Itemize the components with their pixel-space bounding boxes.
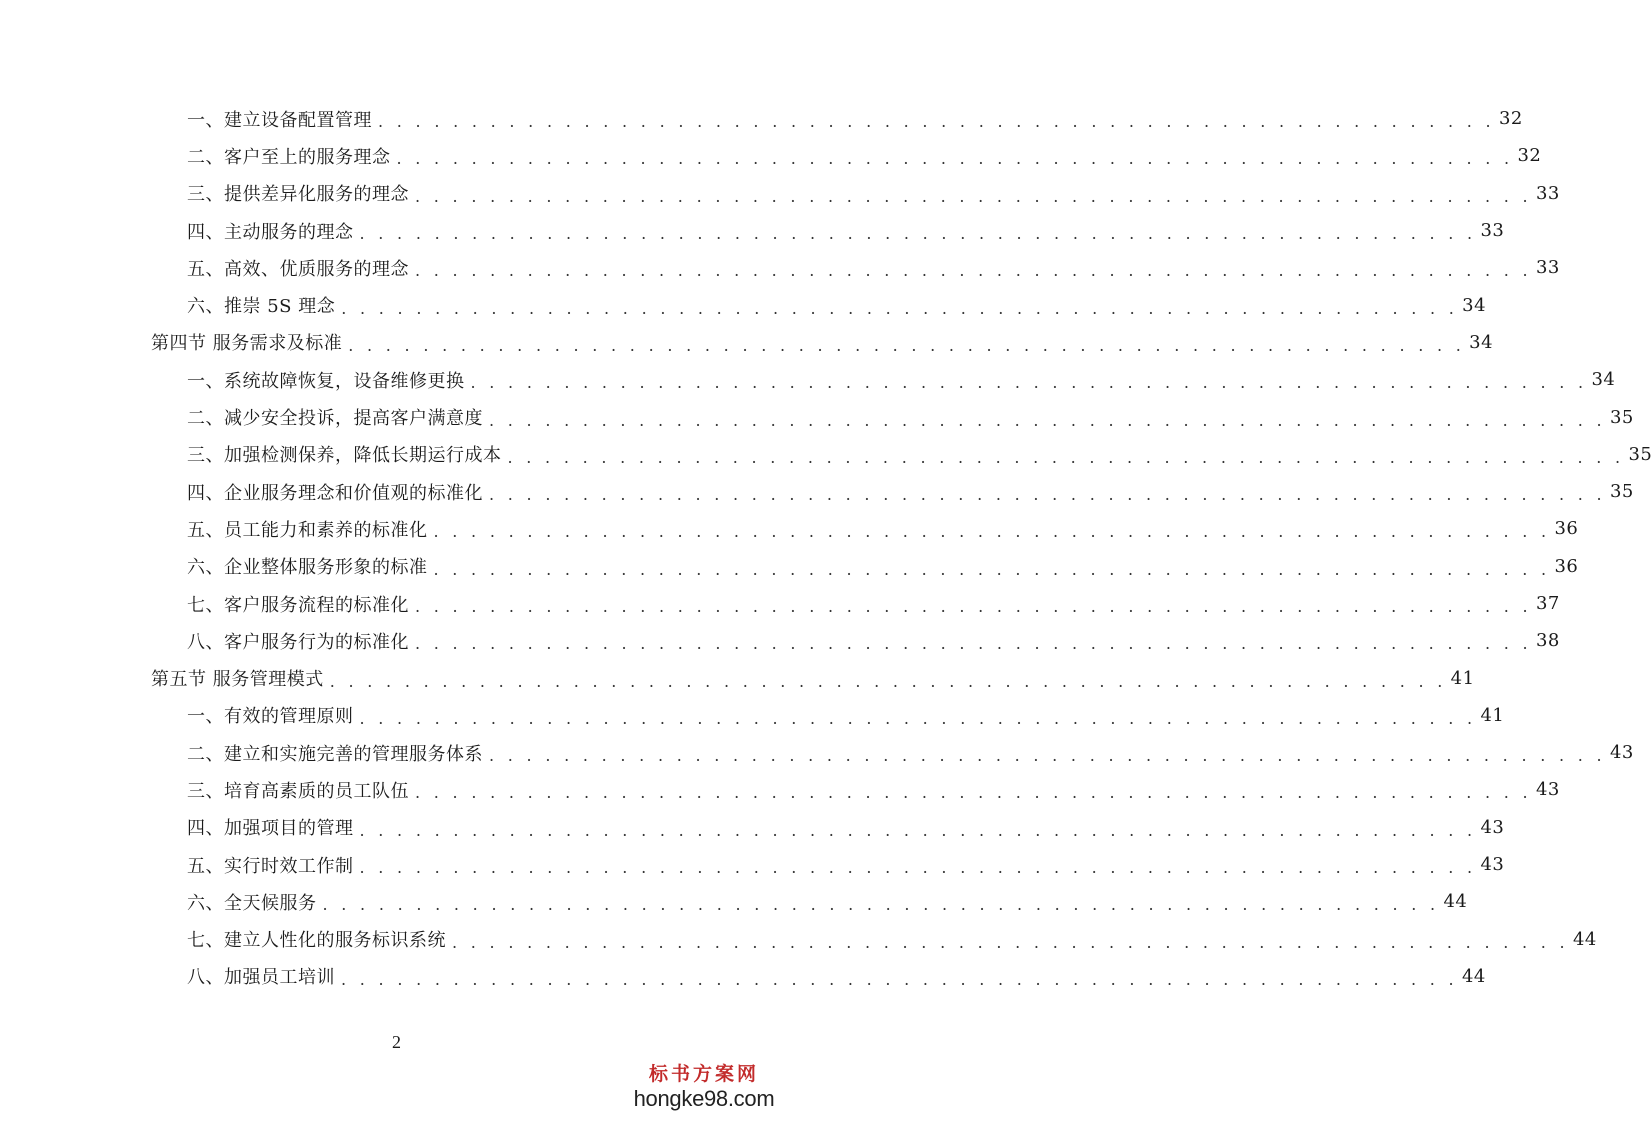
toc-entry-title: 六、全天候服务 (187, 889, 323, 915)
watermark-url: hongke98.com (633, 1086, 775, 1111)
toc-dot-leader: . . . . . . . . . . . . . . . . . . . . . . . . . . . . . . . . . . . . . . . . . . . . . . . . . . . . . . . . . . . . (415, 261, 1532, 281)
toc-dot-leader: . . . . . . . . . . . . . . . . . . . . . . . . . . . . . . . . . . . . . . . . . . . . . . . . . . . . . . . . . . . . (433, 522, 1551, 542)
toc-entry[interactable] (0, 809, 1505, 846)
toc-entry[interactable] (0, 771, 1560, 808)
toc-entry[interactable] (0, 958, 1486, 995)
toc-entry-page: 33 (1532, 257, 1560, 278)
toc-entry[interactable] (0, 100, 1523, 137)
toc-entry-title: 三、加强检测保养，降低长期运行成本 (187, 441, 508, 467)
toc-entry-title: 七、客户服务流程的标准化 (187, 591, 415, 617)
toc-entry-page: 35 (1624, 444, 1652, 465)
toc-entry-title: 五、高效、优质服务的理念 (187, 255, 415, 281)
toc-dot-leader: . . . . . . . . . . . . . . . . . . . . . . . . . . . . . . . . . . . . . . . . . . . . . . . . . . . . . . . . . . . . (507, 447, 1625, 467)
toc-dot-leader: . . . . . . . . . . . . . . . . . . . . . . . . . . . . . . . . . . . . . . . . . . . . . . . . . . . . . . . . . . . . (329, 671, 1447, 691)
toc-entry-page: 41 (1447, 668, 1475, 689)
toc-entry[interactable] (0, 473, 1634, 510)
toc-dot-leader: . . . . . . . . . . . . . . . . . . . . . . . . . . . . . . . . . . . . . . . . . . . . . . . . . . . . . . . . . . . . (348, 335, 1466, 355)
site-watermark (629, 1062, 779, 1112)
toc-entry-page: 43 (1606, 742, 1634, 763)
toc-entry-title: 八、加强员工培训 (187, 963, 341, 989)
toc-dot-leader: . . . . . . . . . . . . . . . . . . . . . . . . . . . . . . . . . . . . . . . . . . . . . . . . . . . . . . . . . . . . (415, 783, 1532, 803)
toc-entry-title: 八、客户服务行为的标准化 (187, 628, 415, 654)
toc-entry[interactable] (0, 249, 1560, 286)
toc-entry-title: 四、加强项目的管理 (187, 814, 360, 840)
toc-section-entry[interactable] (0, 324, 1494, 361)
toc-dot-leader: . . . . . . . . . . . . . . . . . . . . . . . . . . . . . . . . . . . . . . . . . . . . . . . . . . . . . . . . . . . . (359, 224, 1477, 244)
toc-entry-page: 36 (1550, 556, 1578, 577)
toc-entry[interactable] (0, 734, 1634, 771)
table-of-contents (0, 100, 1652, 995)
toc-entry[interactable] (0, 510, 1579, 547)
toc-dot-leader: . . . . . . . . . . . . . . . . . . . . . . . . . . . . . . . . . . . . . . . . . . . . . . . . . . . . . . . . . . . . (452, 932, 1569, 952)
toc-dot-leader: . . . . . . . . . . . . . . . . . . . . . . . . . . . . . . . . . . . . . . . . . . . . . . . . . . . . . . . . . . . . (415, 597, 1532, 616)
toc-entry-title: 二、客户至上的服务理念 (187, 143, 397, 169)
toc-entry-page: 33 (1532, 183, 1560, 204)
page-number: 2 (392, 1032, 401, 1052)
toc-entry[interactable] (0, 585, 1560, 622)
toc-entry[interactable] (0, 697, 1505, 734)
toc-entry-title: 四、企业服务理念和价值观的标准化 (187, 479, 489, 505)
toc-entry-title: 五、员工能力和素养的标准化 (187, 516, 434, 542)
toc-dot-leader: . . . . . . . . . . . . . . . . . . . . . . . . . . . . . . . . . . . . . . . . . . . . . . . . . . . . . . . . . . . . (433, 559, 1551, 579)
toc-entry-page: 32 (1495, 108, 1523, 129)
toc-entry[interactable] (0, 921, 1597, 958)
toc-dot-leader: . . . . . . . . . . . . . . . . . . . . . . . . . . . . . . . . . . . . . . . . . . . . . . . . . . . . . . . . . . . . (396, 149, 1514, 169)
toc-dot-leader: . . . . . . . . . . . . . . . . . . . . . . . . . . . . . . . . . . . . . . . . . . . . . . . . . . . . . . . . . . . . (359, 858, 1477, 878)
toc-entry[interactable] (0, 137, 1542, 174)
toc-entry-title: 二、建立和实施完善的管理服务体系 (187, 740, 489, 766)
toc-entry[interactable] (0, 883, 1468, 920)
toc-entry[interactable] (0, 622, 1560, 659)
toc-dot-leader: . . . . . . . . . . . . . . . . . . . . . . . . . . . . . . . . . . . . . . . . . . . . . . . . . . . . . . . . . . . . (341, 298, 1459, 318)
toc-entry-page: 43 (1476, 817, 1504, 838)
toc-entry-title: 一、有效的管理原则 (187, 702, 360, 728)
toc-entry[interactable] (0, 846, 1505, 883)
toc-entry-title: 三、培育高素质的员工队伍 (187, 777, 415, 803)
toc-entry-page: 43 (1476, 854, 1504, 875)
toc-entry-title: 一、建立设备配置管理 (187, 106, 378, 132)
toc-dot-leader: . . . . . . . . . . . . . . . . . . . . . . . . . . . . . . . . . . . . . . . . . . . . . . . . . . . . . . . . . . . . (378, 112, 1495, 132)
watermark-site-name: 标书方案网 (648, 1063, 759, 1085)
toc-entry-title: 第五节 服务管理模式 (151, 665, 330, 691)
toc-entry-page: 33 (1476, 220, 1504, 241)
toc-dot-leader: . . . . . . . . . . . . . . . . . . . . . . . . . . . . . . . . . . . . . . . . . . . . . . . . . . . . . . . . . . . . (470, 373, 1588, 393)
toc-entry-page: 44 (1458, 966, 1486, 987)
toc-entry-title: 六、推崇 5S 理念 (187, 292, 341, 318)
toc-entry-page: 37 (1532, 593, 1560, 614)
toc-entry[interactable] (0, 436, 1652, 473)
toc-entry[interactable] (0, 175, 1560, 212)
toc-entry-page: 32 (1513, 145, 1541, 166)
toc-dot-leader: . . . . . . . . . . . . . . . . . . . . . . . . . . . . . . . . . . . . . . . . . . . . . . . . . . . . . . . . . . . . (322, 895, 1440, 915)
toc-section-entry[interactable] (0, 659, 1475, 696)
toc-dot-leader: . . . . . . . . . . . . . . . . . . . . . . . . . . . . . . . . . . . . . . . . . . . . . . . . . . . . . . . . . . . . (415, 634, 1532, 654)
toc-entry[interactable] (0, 548, 1579, 585)
toc-dot-leader: . . . . . . . . . . . . . . . . . . . . . . . . . . . . . . . . . . . . . . . . . . . . . . . . . . . . . . . . . . . . (359, 820, 1477, 840)
toc-entry-page: 34 (1465, 332, 1493, 353)
toc-entry-page: 41 (1476, 705, 1504, 726)
toc-entry-page: 44 (1569, 929, 1597, 950)
toc-entry-title: 一、系统故障恢复，设备维修更换 (187, 367, 471, 393)
toc-entry-title: 三、提供差异化服务的理念 (187, 180, 415, 206)
toc-entry-title: 四、主动服务的理念 (187, 218, 360, 244)
toc-entry-page: 43 (1532, 779, 1560, 800)
toc-entry-page: 36 (1550, 518, 1578, 539)
toc-entry[interactable] (0, 286, 1487, 323)
toc-entry-title: 五、实行时效工作制 (187, 852, 360, 878)
toc-entry-page: 35 (1606, 481, 1634, 502)
toc-dot-leader: . . . . . . . . . . . . . . . . . . . . . . . . . . . . . . . . . . . . . . . . . . . . . . . . . . . . . . . . . . . . (359, 708, 1477, 728)
toc-entry-title: 六、企业整体服务形象的标准 (187, 553, 434, 579)
toc-entry-title: 七、建立人性化的服务标识系统 (187, 926, 452, 952)
toc-entry-page: 35 (1606, 407, 1634, 428)
toc-entry-page: 44 (1439, 891, 1467, 912)
toc-dot-leader: . . . . . . . . . . . . . . . . . . . . . . . . . . . . . . . . . . . . . . . . . . . . . . . . . . . . . . . . . . . . (341, 969, 1458, 989)
toc-dot-leader: . . . . . . . . . . . . . . . . . . . . . . . . . . . . . . . . . . . . . . . . . . . . . . . . . . . . . . . . . . . . (489, 410, 1606, 430)
toc-entry-page: 34 (1458, 295, 1486, 316)
toc-dot-leader: . . . . . . . . . . . . . . . . . . . . . . . . . . . . . . . . . . . . . . . . . . . . . . . . . . . . . . . . . . . . (415, 186, 1532, 206)
toc-entry[interactable] (0, 398, 1634, 435)
toc-entry-page: 34 (1587, 369, 1615, 390)
toc-entry-title: 二、减少安全投诉，提高客户满意度 (187, 404, 489, 430)
toc-entry-title: 第四节 服务需求及标准 (151, 329, 348, 355)
toc-entry[interactable] (0, 361, 1616, 398)
toc-dot-leader: . . . . . . . . . . . . . . . . . . . . . . . . . . . . . . . . . . . . . . . . . . . . . . . . . . . . . . . . . . . . (489, 746, 1606, 766)
toc-dot-leader: . . . . . . . . . . . . . . . . . . . . . . . . . . . . . . . . . . . . . . . . . . . . . . . . . . . . . . . . . . . . (489, 485, 1606, 505)
toc-entry-page: 38 (1532, 630, 1560, 651)
toc-entry[interactable] (0, 212, 1505, 249)
